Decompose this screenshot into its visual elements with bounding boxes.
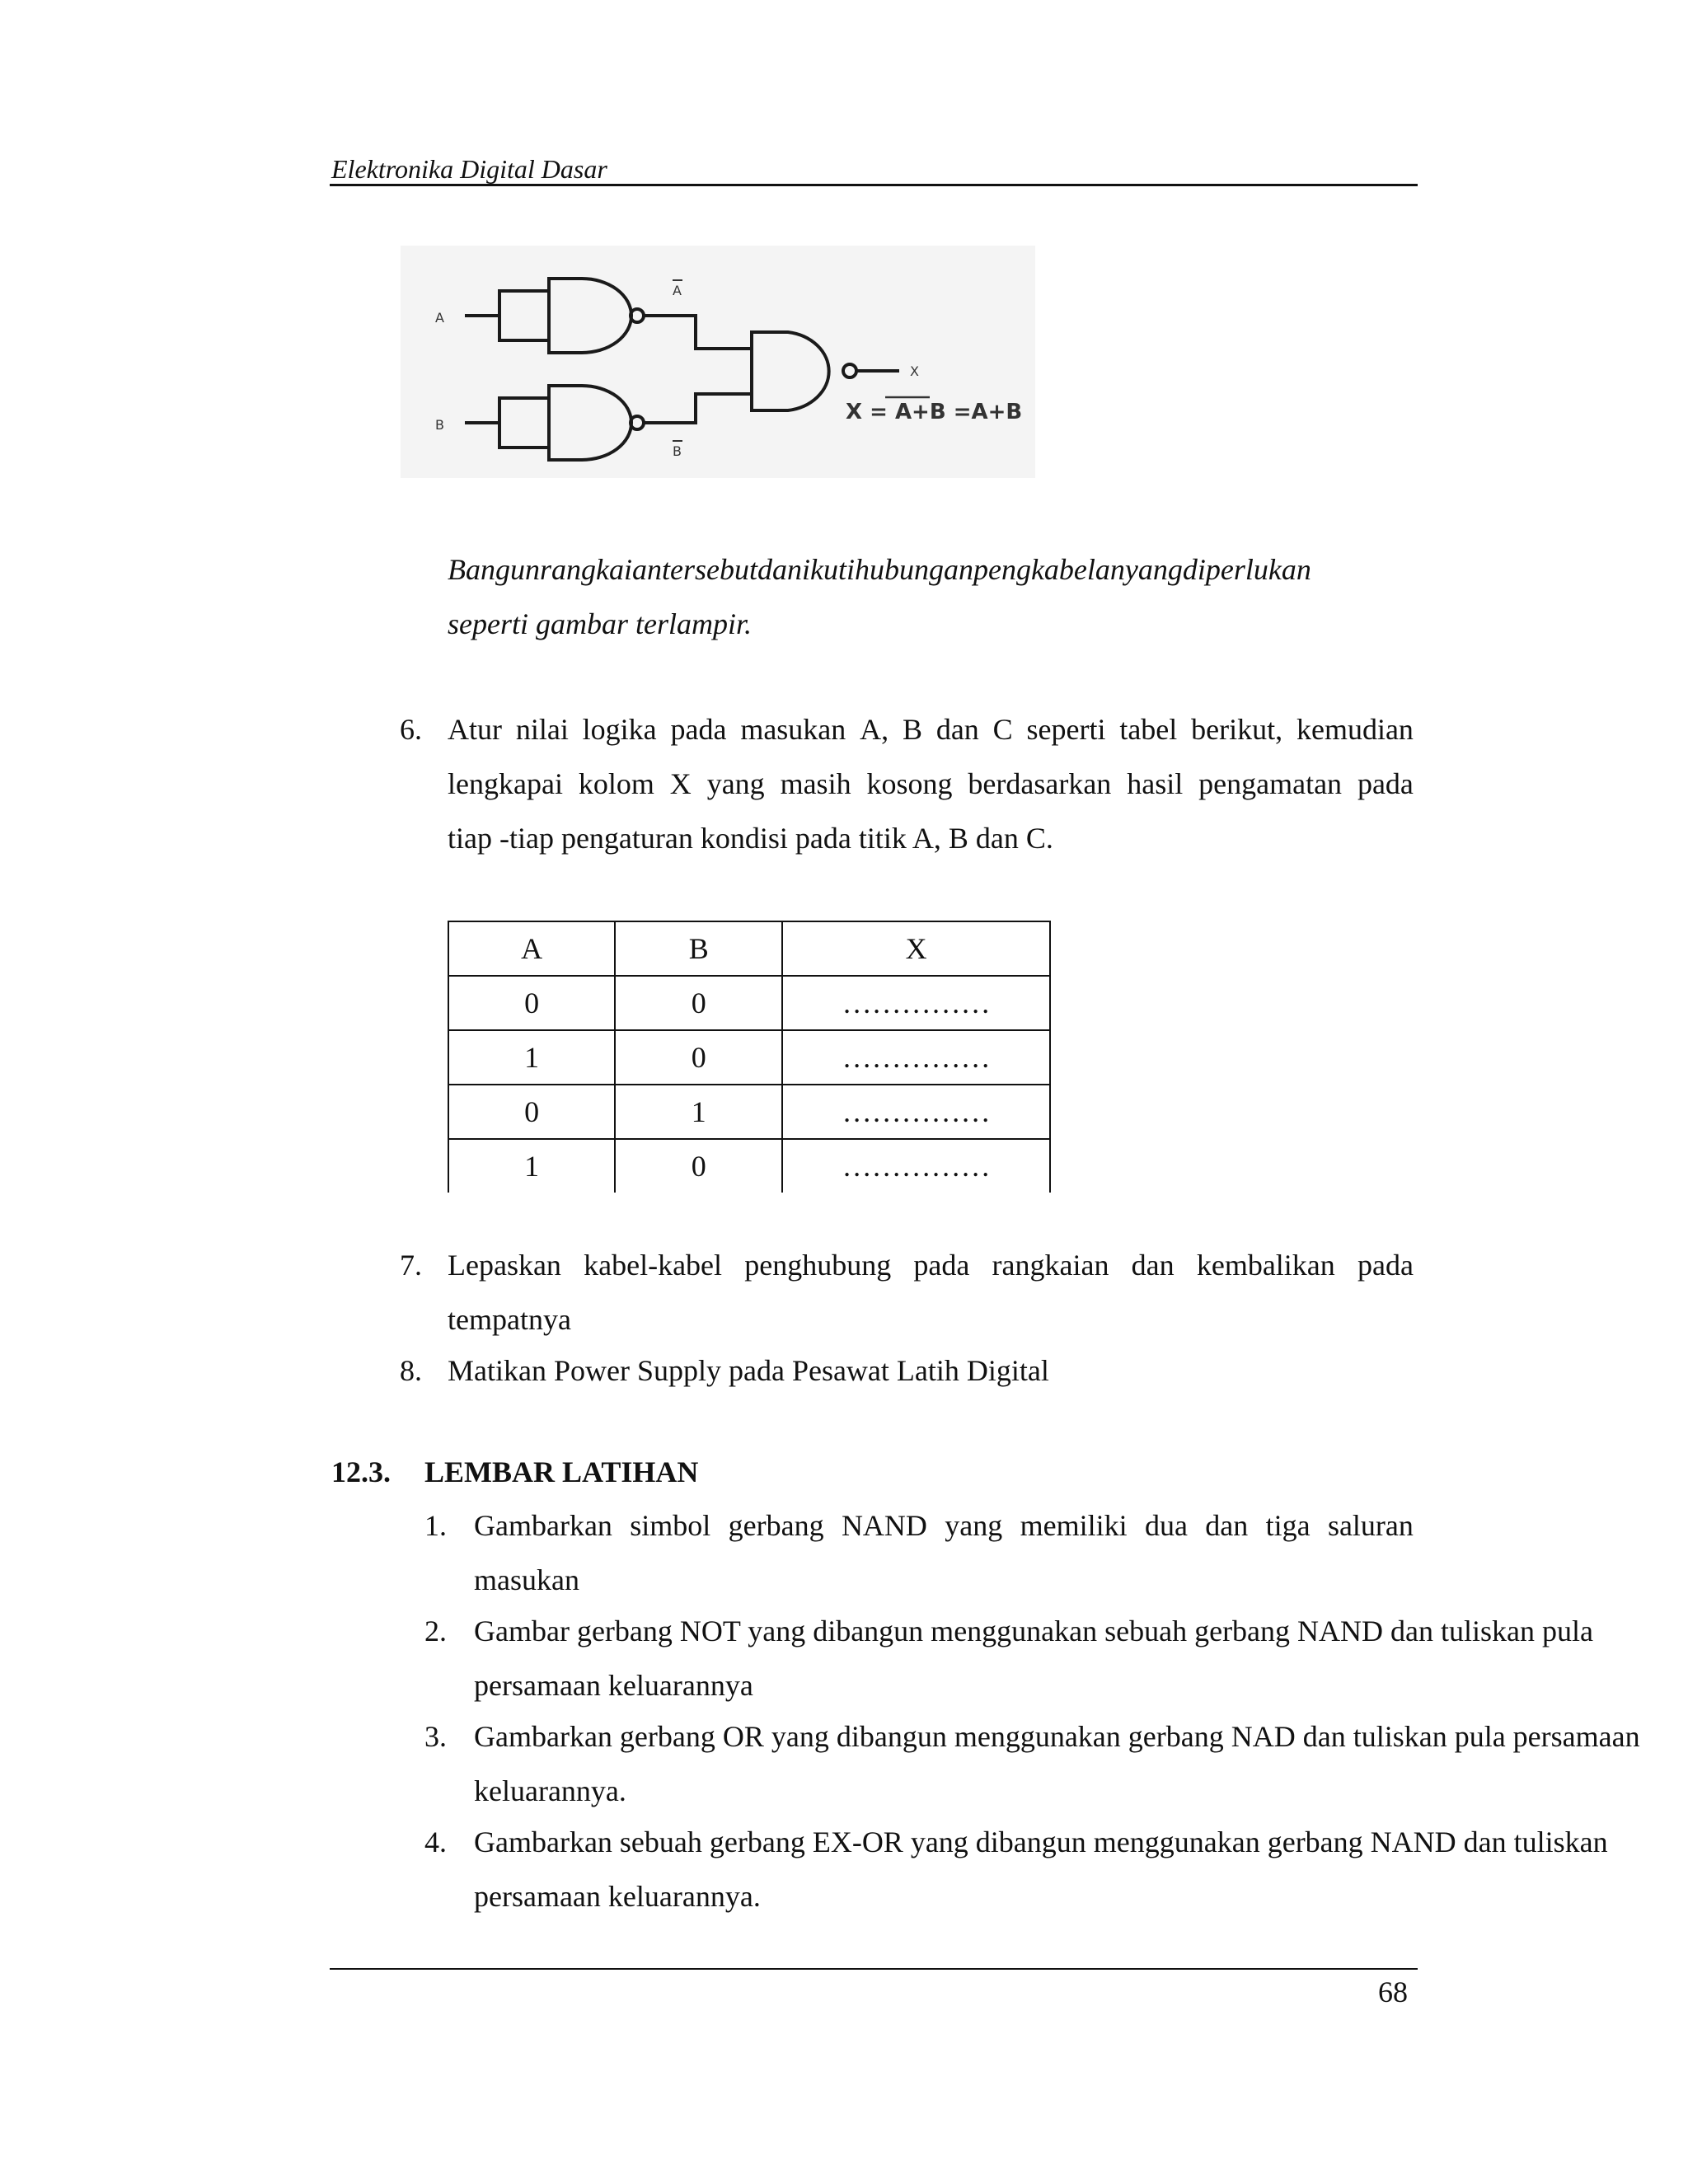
footer-rule bbox=[330, 1968, 1418, 1970]
table-cell: 0 bbox=[448, 976, 615, 1030]
table-cell: 0 bbox=[615, 1030, 782, 1085]
nand-or-circuit-figure bbox=[401, 246, 1035, 478]
table-cell: …………… bbox=[782, 1085, 1050, 1139]
label-x: X bbox=[910, 363, 919, 379]
section-number: 12.3. bbox=[331, 1455, 391, 1488]
header-rule bbox=[330, 184, 1418, 186]
table-row bbox=[448, 1139, 1050, 1193]
table-cell: 1 bbox=[615, 1085, 782, 1139]
exercise-number: 1. bbox=[424, 1509, 447, 1542]
nand-gate-out bbox=[752, 332, 829, 410]
bubble-out bbox=[843, 364, 856, 377]
step-number: 6. bbox=[400, 713, 422, 746]
table-cell: 0 bbox=[448, 1085, 615, 1139]
table-header-cell: X bbox=[782, 921, 1050, 976]
step-8-text: Matikan Power Supply pada Pesawat Latih Digital bbox=[448, 1354, 1049, 1387]
table-header-row bbox=[448, 921, 1050, 976]
equation-over: A+B bbox=[894, 400, 946, 424]
table-cell: 0 bbox=[615, 1139, 782, 1193]
step-7-text: Lepaskan kabel-kabel penghubung pada rangkaian dan kembalikan pada tempatnya bbox=[448, 1249, 1414, 1336]
running-header: Elektronika Digital Dasar bbox=[331, 154, 607, 184]
table-cell: 1 bbox=[448, 1030, 615, 1085]
wire-b-in bbox=[465, 398, 549, 448]
exercise-number: 2. bbox=[424, 1615, 447, 1647]
table-row bbox=[448, 976, 1050, 1030]
step-number: 7. bbox=[400, 1249, 422, 1282]
table-row bbox=[448, 1085, 1050, 1139]
step-number: 8. bbox=[400, 1354, 422, 1387]
table-cell: …………… bbox=[782, 1030, 1050, 1085]
label-b: B bbox=[435, 417, 444, 433]
circuit-diagram bbox=[401, 246, 1035, 478]
exercise-number: 3. bbox=[424, 1720, 447, 1753]
exercise-3-text: Gambarkan gerbang OR yang dibangun menggunakan gerbang NAD dan tuliskan pula persamaan keluarannya. bbox=[474, 1720, 1640, 1807]
page-number: 68 bbox=[1378, 1975, 1408, 2008]
truth-table bbox=[448, 921, 1051, 1193]
table-header-cell: B bbox=[615, 921, 782, 976]
step-6-text: Atur nilai logika pada masukan A, B dan C seperti tabel berikut, kemudian lengkapai kolom X yang masih kosong berdasarkan hasil pengamatan pada tiap -tiap pengaturan kondisi pada titik A, B dan C. bbox=[448, 713, 1414, 855]
table-cell: …………… bbox=[782, 1139, 1050, 1193]
nand-gate-b bbox=[549, 386, 631, 460]
table-cell: 0 bbox=[615, 976, 782, 1030]
output-equation: X = A+B =A+B bbox=[846, 400, 1023, 424]
exercise-number: 4. bbox=[424, 1825, 447, 1858]
wire-mid bbox=[644, 316, 752, 423]
figure-caption bbox=[448, 542, 1414, 651]
exercise-2-text: Gambar gerbang NOT yang dibangun menggunakan sebuah gerbang NAND dan tuliskan pula persamaan keluarannya bbox=[474, 1615, 1593, 1702]
exercise-1-text: Gambarkan simbol gerbang NAND yang memiliki dua dan tiga saluran masukan bbox=[474, 1509, 1414, 1596]
label-a-bar: A bbox=[673, 283, 682, 298]
label-b-bar: B bbox=[673, 443, 682, 459]
table-header-cell: A bbox=[448, 921, 615, 976]
exercise-4-text: Gambarkan sebuah gerbang EX-OR yang dibangun menggunakan gerbang NAND dan tuliskan persamaan keluarannya. bbox=[474, 1825, 1608, 1913]
caption-line-1: Bangunrangkaiantersebutdanikutihubunganpengkabelanyangdiperlukan bbox=[448, 553, 1311, 586]
table-row bbox=[448, 1030, 1050, 1085]
table-cell: …………… bbox=[782, 976, 1050, 1030]
section-title: LEMBAR LATIHAN bbox=[424, 1455, 699, 1488]
section-heading bbox=[331, 1449, 698, 1495]
table-cell: 1 bbox=[448, 1139, 615, 1193]
caption-line-2: seperti gambar terlampir. bbox=[448, 607, 752, 640]
wire-a-in bbox=[465, 291, 549, 340]
label-a: A bbox=[435, 310, 444, 326]
nand-gate-a bbox=[549, 279, 631, 353]
